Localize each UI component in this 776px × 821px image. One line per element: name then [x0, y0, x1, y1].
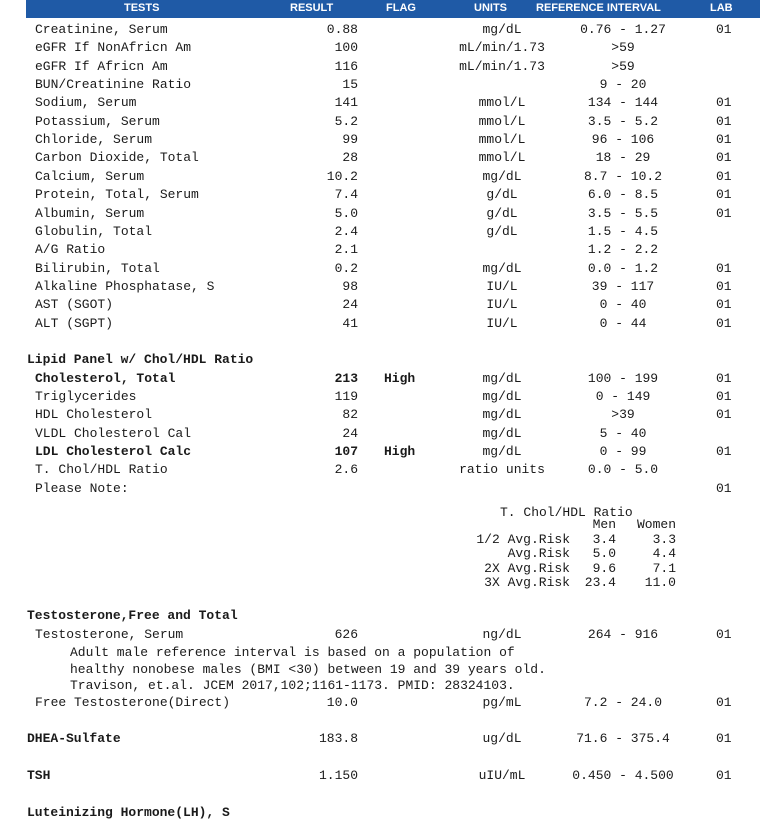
test-name: A/G Ratio: [35, 242, 106, 258]
header-tests: TESTS: [124, 2, 160, 14]
result-value: 15: [342, 77, 358, 93]
lab-code: 01: [716, 315, 732, 331]
units-value: pg/mL: [482, 694, 522, 710]
test-name: Chloride, Serum: [35, 132, 153, 148]
result-value: 213: [334, 370, 358, 386]
reference-interval: 6.0 - 8.5: [587, 187, 659, 203]
units-value: mmol/L: [478, 95, 526, 111]
lab-code: 01: [716, 731, 732, 747]
flag-value: High: [384, 370, 416, 386]
test-name: T. Chol/HDL Ratio: [35, 462, 168, 478]
reference-interval: 0.76 - 1.27: [580, 22, 666, 37]
test-name: Bilirubin, Total: [35, 260, 160, 276]
comment-line: Adult male reference interval is based on a population of: [70, 645, 515, 660]
units-value: g/dL: [486, 223, 518, 239]
units-value: mg/dL: [482, 370, 522, 386]
units-value: g/dL: [486, 205, 518, 221]
risk-women-value: 4.4: [652, 546, 676, 562]
ratio-table-title: T. Chol/HDL Ratio: [500, 505, 633, 521]
test-name: Please Note:: [35, 480, 129, 496]
units-value: mmol/L: [478, 132, 526, 148]
reference-interval: 264 - 916: [587, 626, 659, 642]
test-name: Albumin, Serum: [35, 205, 145, 221]
units-value: ng/dL: [482, 626, 522, 642]
units-value: mg/dL: [482, 389, 522, 404]
result-value: 2.4: [334, 223, 358, 239]
test-name: Calcium, Serum: [35, 168, 145, 184]
lab-code: 01: [716, 132, 732, 148]
units-value: ratio units: [459, 462, 545, 478]
result-value: 2.6: [334, 462, 358, 478]
result-value: 5.0: [334, 205, 358, 221]
lab-code: 01: [716, 260, 732, 276]
risk-label: Avg.Risk: [507, 546, 570, 562]
result-value: 1.150: [318, 767, 358, 783]
lab-code: 01: [716, 694, 732, 710]
lab-code: 01: [716, 168, 732, 184]
reference-interval: 0 - 44: [599, 315, 647, 331]
result-value: 10.0: [326, 694, 358, 710]
test-name: Protein, Total, Serum: [35, 187, 199, 203]
risk-women-value: 11.0: [644, 575, 676, 591]
risk-label: 1/2 Avg.Risk: [476, 531, 570, 547]
result-value: 99: [342, 132, 358, 148]
risk-men-value: 5.0: [592, 546, 616, 562]
lab-code: 01: [716, 626, 732, 642]
reference-interval: 0.0 - 5.0: [587, 462, 659, 478]
units-value: mg/dL: [482, 407, 522, 423]
reference-interval: 1.5 - 4.5: [587, 223, 659, 239]
section-heading: Testosterone,Free and Total: [27, 608, 238, 624]
reference-interval: 0 - 99: [599, 444, 647, 460]
risk-men-value: 23.4: [584, 575, 616, 591]
reference-interval: 0 - 40: [599, 297, 647, 313]
risk-women-value: Women: [636, 517, 676, 533]
lab-code: 01: [716, 278, 732, 294]
units-value: IU/L: [486, 297, 518, 313]
reference-interval: 3.5 - 5.2: [587, 113, 659, 129]
reference-interval: 7.2 - 24.0: [583, 694, 663, 710]
test-name: Sodium, Serum: [35, 95, 137, 111]
reference-interval: 8.7 - 10.2: [583, 168, 663, 184]
test-name: Testosterone, Serum: [35, 626, 184, 642]
lab-code: 01: [716, 113, 732, 129]
reference-interval: 5 - 40: [599, 425, 647, 441]
test-name: LDL Cholesterol Calc: [35, 444, 192, 460]
result-value: 7.4: [334, 187, 358, 203]
test-name: Globulin, Total: [35, 223, 153, 239]
lab-code: 01: [716, 444, 732, 460]
lab-code: 01: [716, 187, 732, 203]
reference-interval: 100 - 199: [587, 370, 659, 386]
test-name: Cholesterol, Total: [35, 370, 176, 386]
result-value: 98: [342, 278, 358, 294]
lab-code: 01: [716, 370, 732, 386]
result-value: 183.8: [318, 731, 358, 747]
units-value: mmol/L: [478, 150, 526, 166]
comment-line: Travison, et.al. JCEM 2017,102;1161-1173. PMID: 28324103.: [70, 678, 515, 693]
lab-code: 01: [716, 480, 732, 496]
result-value: 10.2: [326, 168, 358, 184]
reference-interval: 9 - 20: [599, 77, 647, 93]
lab-code: 01: [716, 205, 732, 221]
result-value: 41: [342, 315, 358, 331]
risk-label: 2X Avg.Risk: [484, 560, 570, 576]
result-value: 0.88: [326, 22, 358, 37]
reference-interval: 0 - 149: [595, 389, 651, 404]
lab-code: 01: [716, 767, 732, 783]
result-value: 626: [334, 626, 358, 642]
reference-interval: 1.2 - 2.2: [587, 242, 659, 258]
units-value: mL/min/1.73: [459, 40, 545, 56]
lab-code: 01: [716, 297, 732, 313]
risk-men-value: Men: [592, 517, 616, 533]
header-units: UNITS: [474, 2, 507, 14]
section-heading: Luteinizing Hormone(LH), S: [27, 804, 230, 820]
test-name: VLDL Cholesterol Cal: [35, 425, 192, 441]
test-name: Creatinine, Serum: [35, 22, 168, 37]
result-value: 5.2: [334, 113, 358, 129]
reference-interval: 71.6 - 375.4: [576, 731, 670, 747]
header-result: RESULT: [290, 2, 334, 14]
lab-code: 01: [716, 22, 732, 37]
lab-code: 01: [716, 407, 732, 423]
reference-interval: >39: [611, 407, 635, 423]
test-name: ALT (SGPT): [35, 315, 114, 331]
result-value: 2.1: [334, 242, 358, 258]
test-name: HDL Cholesterol: [35, 407, 153, 423]
units-value: mg/dL: [482, 260, 522, 276]
header-lab: LAB: [710, 2, 733, 14]
section-heading: Lipid Panel w/ Chol/HDL Ratio: [27, 352, 254, 368]
units-value: uIU/mL: [478, 767, 526, 783]
test-name: AST (SGOT): [35, 297, 114, 313]
reference-interval: 39 - 117: [591, 278, 655, 294]
lab-code: 01: [716, 389, 732, 404]
test-name: TSH: [27, 767, 51, 783]
units-value: mg/dL: [482, 444, 522, 460]
header-reference-interval: REFERENCE INTERVAL: [536, 2, 661, 14]
test-name: eGFR If NonAfricn Am: [35, 40, 192, 56]
test-name: Triglycerides: [35, 389, 137, 404]
reference-interval: 18 - 29: [595, 150, 651, 166]
result-value: 141: [334, 95, 358, 111]
test-name: Carbon Dioxide, Total: [35, 150, 199, 166]
reference-interval: >59: [611, 58, 635, 74]
reference-interval: 3.5 - 5.5: [587, 205, 659, 221]
units-value: mL/min/1.73: [459, 58, 545, 74]
risk-women-value: 7.1: [652, 560, 676, 576]
result-value: 116: [334, 58, 358, 74]
risk-men-value: 3.4: [592, 531, 616, 547]
reference-interval: 134 - 144: [587, 95, 659, 111]
test-name: DHEA-Sulfate: [27, 731, 121, 747]
reference-interval: 96 - 106: [591, 132, 655, 148]
result-value: 107: [334, 444, 358, 460]
result-value: 100: [334, 40, 358, 56]
result-value: 24: [342, 425, 358, 441]
test-name: Free Testosterone(Direct): [35, 694, 231, 710]
flag-value: High: [384, 444, 416, 460]
test-name: Alkaline Phosphatase, S: [35, 278, 215, 294]
lab-code: 01: [716, 150, 732, 166]
header-flag: FLAG: [386, 2, 416, 14]
reference-interval: >59: [611, 40, 635, 56]
risk-label: 3X Avg.Risk: [484, 575, 570, 591]
result-value: 119: [334, 389, 358, 404]
units-value: IU/L: [486, 315, 518, 331]
test-name: eGFR If Africn Am: [35, 58, 168, 74]
comment-line: healthy nonobese males (BMI <30) between 19 and 39 years old.: [70, 661, 546, 677]
test-name: BUN/Creatinine Ratio: [35, 77, 192, 93]
units-value: mmol/L: [478, 113, 526, 129]
reference-interval: 0.0 - 1.2: [587, 260, 659, 276]
result-value: 0.2: [334, 260, 358, 276]
result-value: 24: [342, 297, 358, 313]
lab-code: 01: [716, 95, 732, 111]
reference-interval: 0.450 - 4.500: [572, 767, 674, 783]
units-value: mg/dL: [482, 425, 522, 441]
units-value: mg/dL: [482, 168, 522, 184]
units-value: mg/dL: [482, 22, 522, 37]
risk-men-value: 9.6: [592, 560, 616, 576]
units-value: ug/dL: [482, 731, 522, 747]
result-value: 82: [342, 407, 358, 423]
units-value: g/dL: [486, 187, 518, 203]
risk-women-value: 3.3: [652, 531, 676, 547]
test-name: Potassium, Serum: [35, 113, 160, 129]
result-value: 28: [342, 150, 358, 166]
units-value: IU/L: [486, 278, 518, 294]
